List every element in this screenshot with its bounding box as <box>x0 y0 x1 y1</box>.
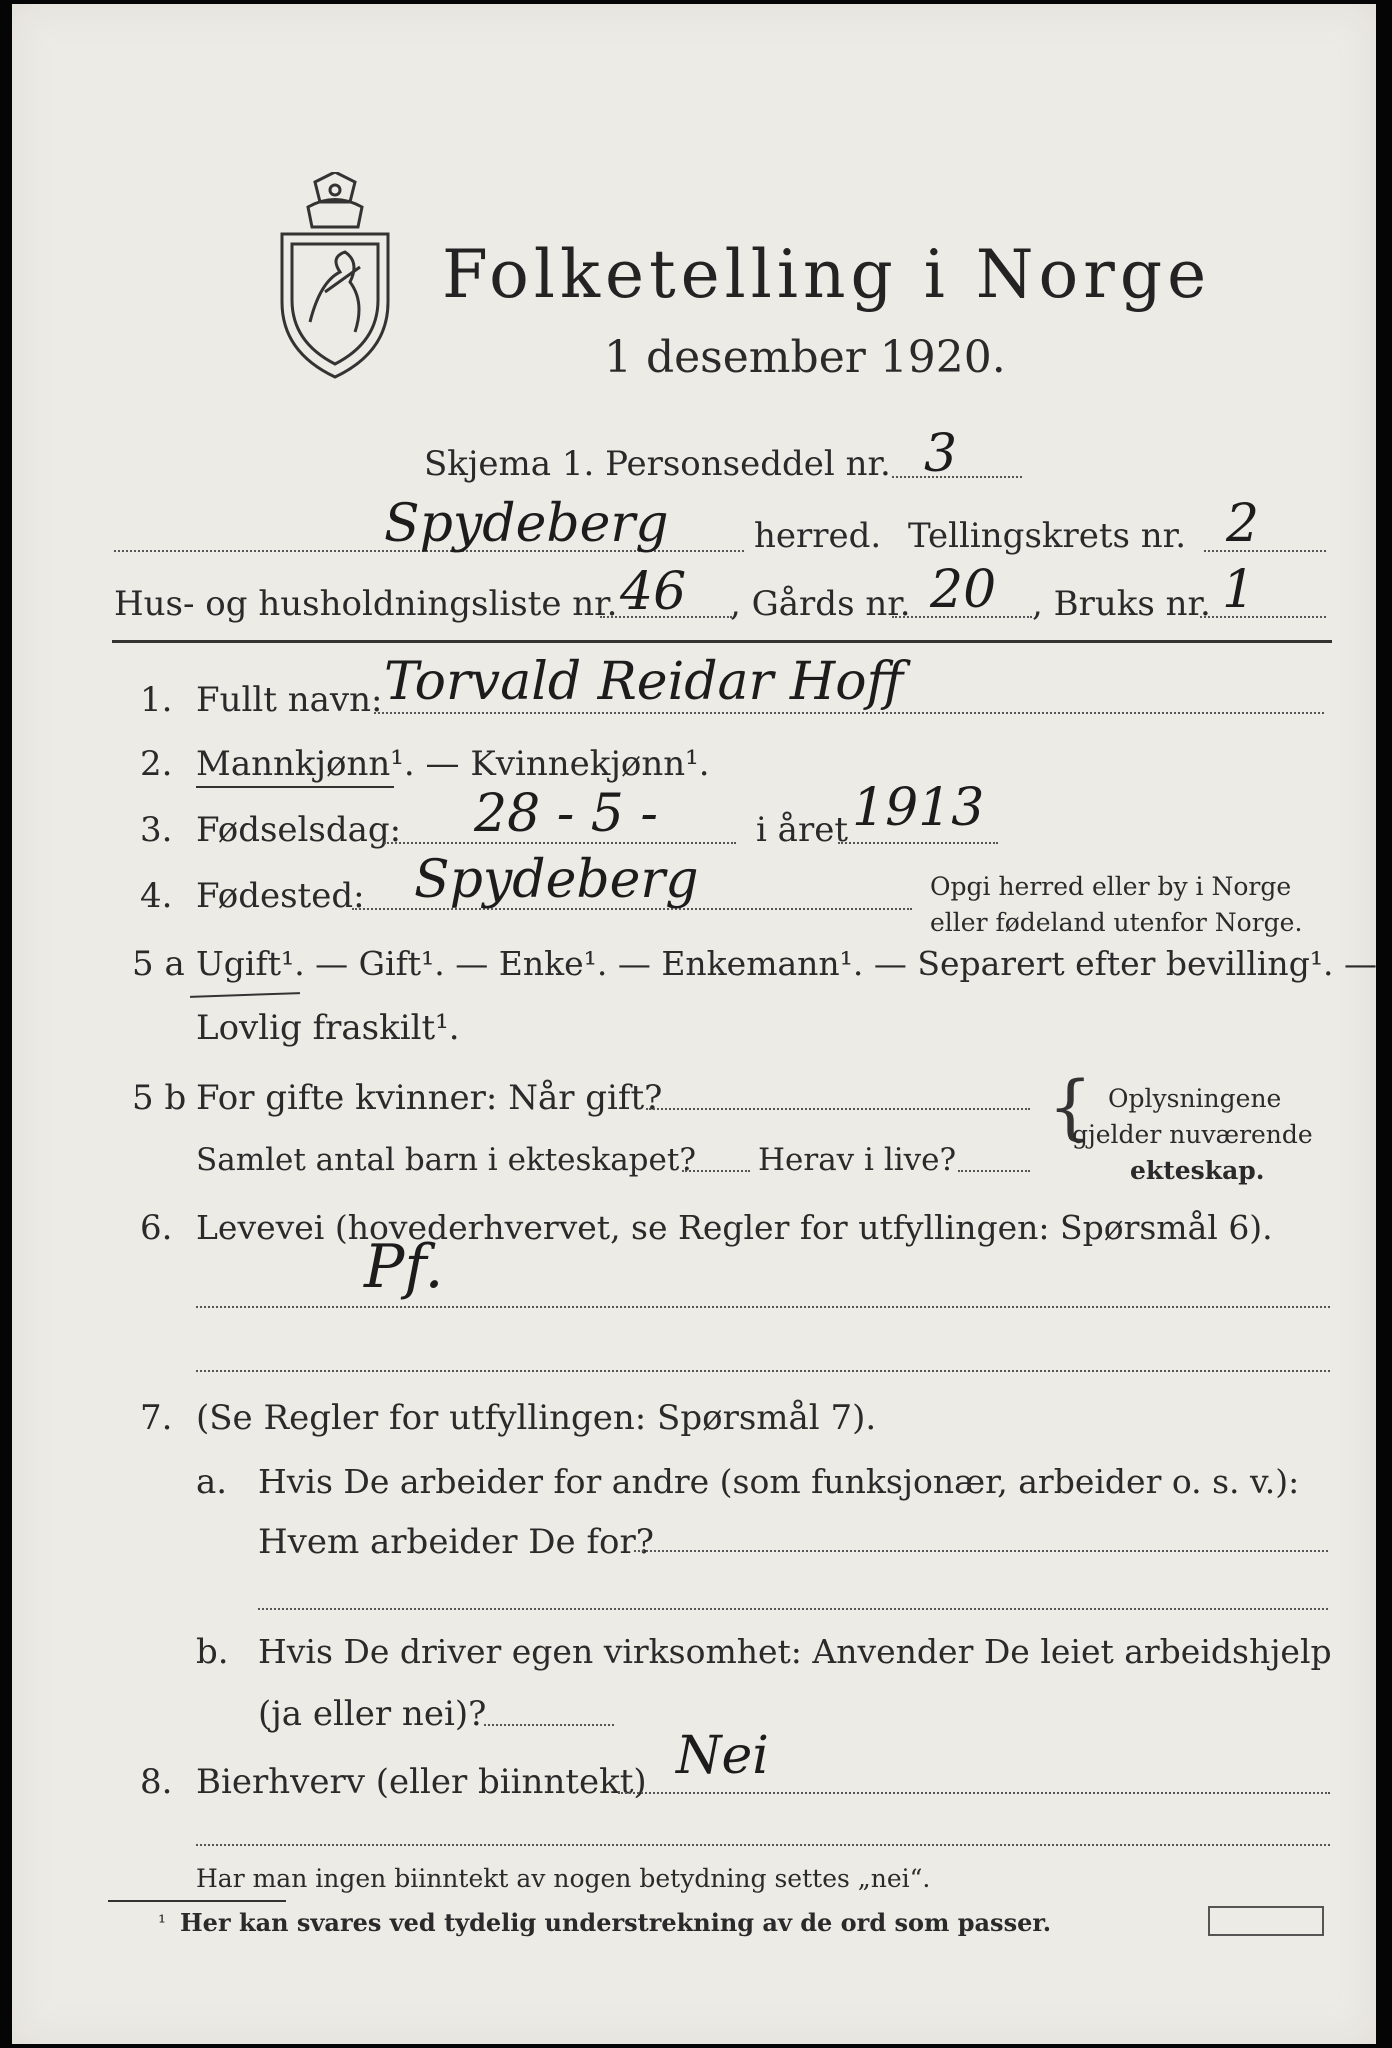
q5b-note-1: Oplysningene <box>1108 1084 1282 1113</box>
gards-label: , Gårds nr. <box>730 584 911 624</box>
q5a-label: Ugift¹. — Gift¹. — Enke¹. — Enkemann¹. — Separert efter bevilling¹. — <box>196 944 1378 983</box>
q3-label: Fødselsdag: <box>196 810 402 850</box>
footnote-divider <box>108 1900 286 1902</box>
q5a-number: 5 a <box>132 944 185 984</box>
q4-note-1: Opgi herred eller by i Norge <box>930 872 1292 901</box>
q5b-line-2 <box>682 1170 750 1172</box>
q4-label: Fødested: <box>196 876 365 916</box>
coat-of-arms-icon <box>270 172 400 382</box>
q5b-label-3: Herav i live? <box>758 1142 957 1178</box>
husliste-value[interactable]: 46 <box>620 562 687 622</box>
census-date: 1 desember 1920. <box>604 332 1006 383</box>
q5b-line-3 <box>958 1170 1030 1172</box>
q5b-label-2: Samlet antal barn i ekteskapet? <box>196 1142 696 1178</box>
q7b-letter: b. <box>196 1632 229 1672</box>
q8-number: 8. <box>140 1762 173 1802</box>
bruks-label: , Bruks nr. <box>1032 584 1211 624</box>
husliste-label: Hus- og husholdningsliste nr. <box>114 584 618 624</box>
q5b-brace: { <box>1048 1066 1093 1148</box>
herred-label: herred. <box>754 516 882 556</box>
q5b-line-1 <box>646 1108 1030 1110</box>
herred-value[interactable]: Spydeberg <box>384 494 669 554</box>
printer-stamp <box>1208 1906 1324 1936</box>
q3-value[interactable]: 28 - 5 - <box>474 784 658 844</box>
form-title: Folketelling i Norge <box>442 236 1212 313</box>
q6-label: Levevei (hovederhvervet, se Regler for utfyllingen: Spørsmål 6). <box>196 1208 1273 1247</box>
bruks-value[interactable]: 1 <box>1222 560 1256 620</box>
header-divider <box>112 640 1332 643</box>
q2-underline-mark <box>196 786 394 788</box>
q6-line-2 <box>196 1370 1330 1372</box>
personseddel-value[interactable]: 3 <box>924 424 958 484</box>
q4-number: 4. <box>140 876 173 916</box>
skjema-label: Skjema 1. Personseddel nr. <box>424 444 891 484</box>
q7-number: 7. <box>140 1398 173 1438</box>
q7a-letter: a. <box>196 1462 228 1502</box>
q8-value[interactable]: Nei <box>676 1726 769 1786</box>
q1-number: 1. <box>140 680 173 720</box>
q8-line-2 <box>196 1844 1330 1846</box>
q5b-number: 5 b <box>132 1078 187 1118</box>
footnote-text: Her kan svares ved tydelig understrekning av de ord som passer. <box>180 1908 1052 1937</box>
q2-label: Mannkjønn¹. — Kvinnekjønn¹. <box>196 744 710 784</box>
q7a-line-2 <box>258 1608 1328 1610</box>
q5b-note-3: ekteskap. <box>1130 1156 1265 1185</box>
q5a-underline-mark <box>190 992 300 998</box>
tellingskrets-label: Tellingskrets nr. <box>908 516 1187 556</box>
q7a-label-2: Hvem arbeider De for? <box>258 1522 654 1562</box>
tellingskrets-value[interactable]: 2 <box>1226 494 1260 554</box>
q3-year-value[interactable]: 1913 <box>852 778 985 838</box>
tellingskrets-line <box>1204 550 1326 552</box>
bruks-line <box>1200 616 1326 618</box>
q1-value[interactable]: Torvald Reidar Hoff <box>384 652 904 712</box>
q5a-label-2: Lovlig fraskilt¹. <box>196 1008 460 1048</box>
q6-number: 6. <box>140 1208 173 1248</box>
q6-line-1 <box>196 1306 1330 1308</box>
q7b-label: Hvis De driver egen virksomhet: Anvender De leiet arbeidshjelp <box>258 1632 1332 1671</box>
q5b-label: For gifte kvinner: Når gift? <box>196 1078 663 1118</box>
q7b-label-2: (ja eller nei)? <box>258 1694 487 1734</box>
q8-line-1 <box>618 1792 1330 1794</box>
q8-label: Bierhverv (eller biinntekt) <box>196 1762 647 1802</box>
q4-note-2: eller fødeland utenfor Norge. <box>930 908 1303 937</box>
q1-line <box>374 712 1324 714</box>
q3-year-label: i året <box>756 810 848 850</box>
q3-number: 3. <box>140 810 173 850</box>
q7a-label: Hvis De arbeider for andre (som funksjonær, arbeider o. s. v.): <box>258 1462 1300 1501</box>
q1-label: Fullt navn: <box>196 680 383 720</box>
q7a-line-1 <box>634 1550 1328 1552</box>
q4-value[interactable]: Spydeberg <box>414 850 699 910</box>
gards-value[interactable]: 20 <box>930 560 997 620</box>
q6-value[interactable]: Pf. <box>364 1232 444 1302</box>
footnote-mark: ¹ <box>158 1910 167 1934</box>
footer-note: Har man ingen biinntekt av nogen betydning settes „nei“. <box>196 1864 931 1893</box>
q5b-note-2: gjelder nuværende <box>1072 1120 1313 1149</box>
census-form-page <box>12 4 1376 2044</box>
q2-number: 2. <box>140 744 173 784</box>
q3-year-line <box>838 842 998 844</box>
q7b-line <box>484 1724 614 1726</box>
q7-label: (Se Regler for utfyllingen: Spørsmål 7). <box>196 1398 877 1438</box>
